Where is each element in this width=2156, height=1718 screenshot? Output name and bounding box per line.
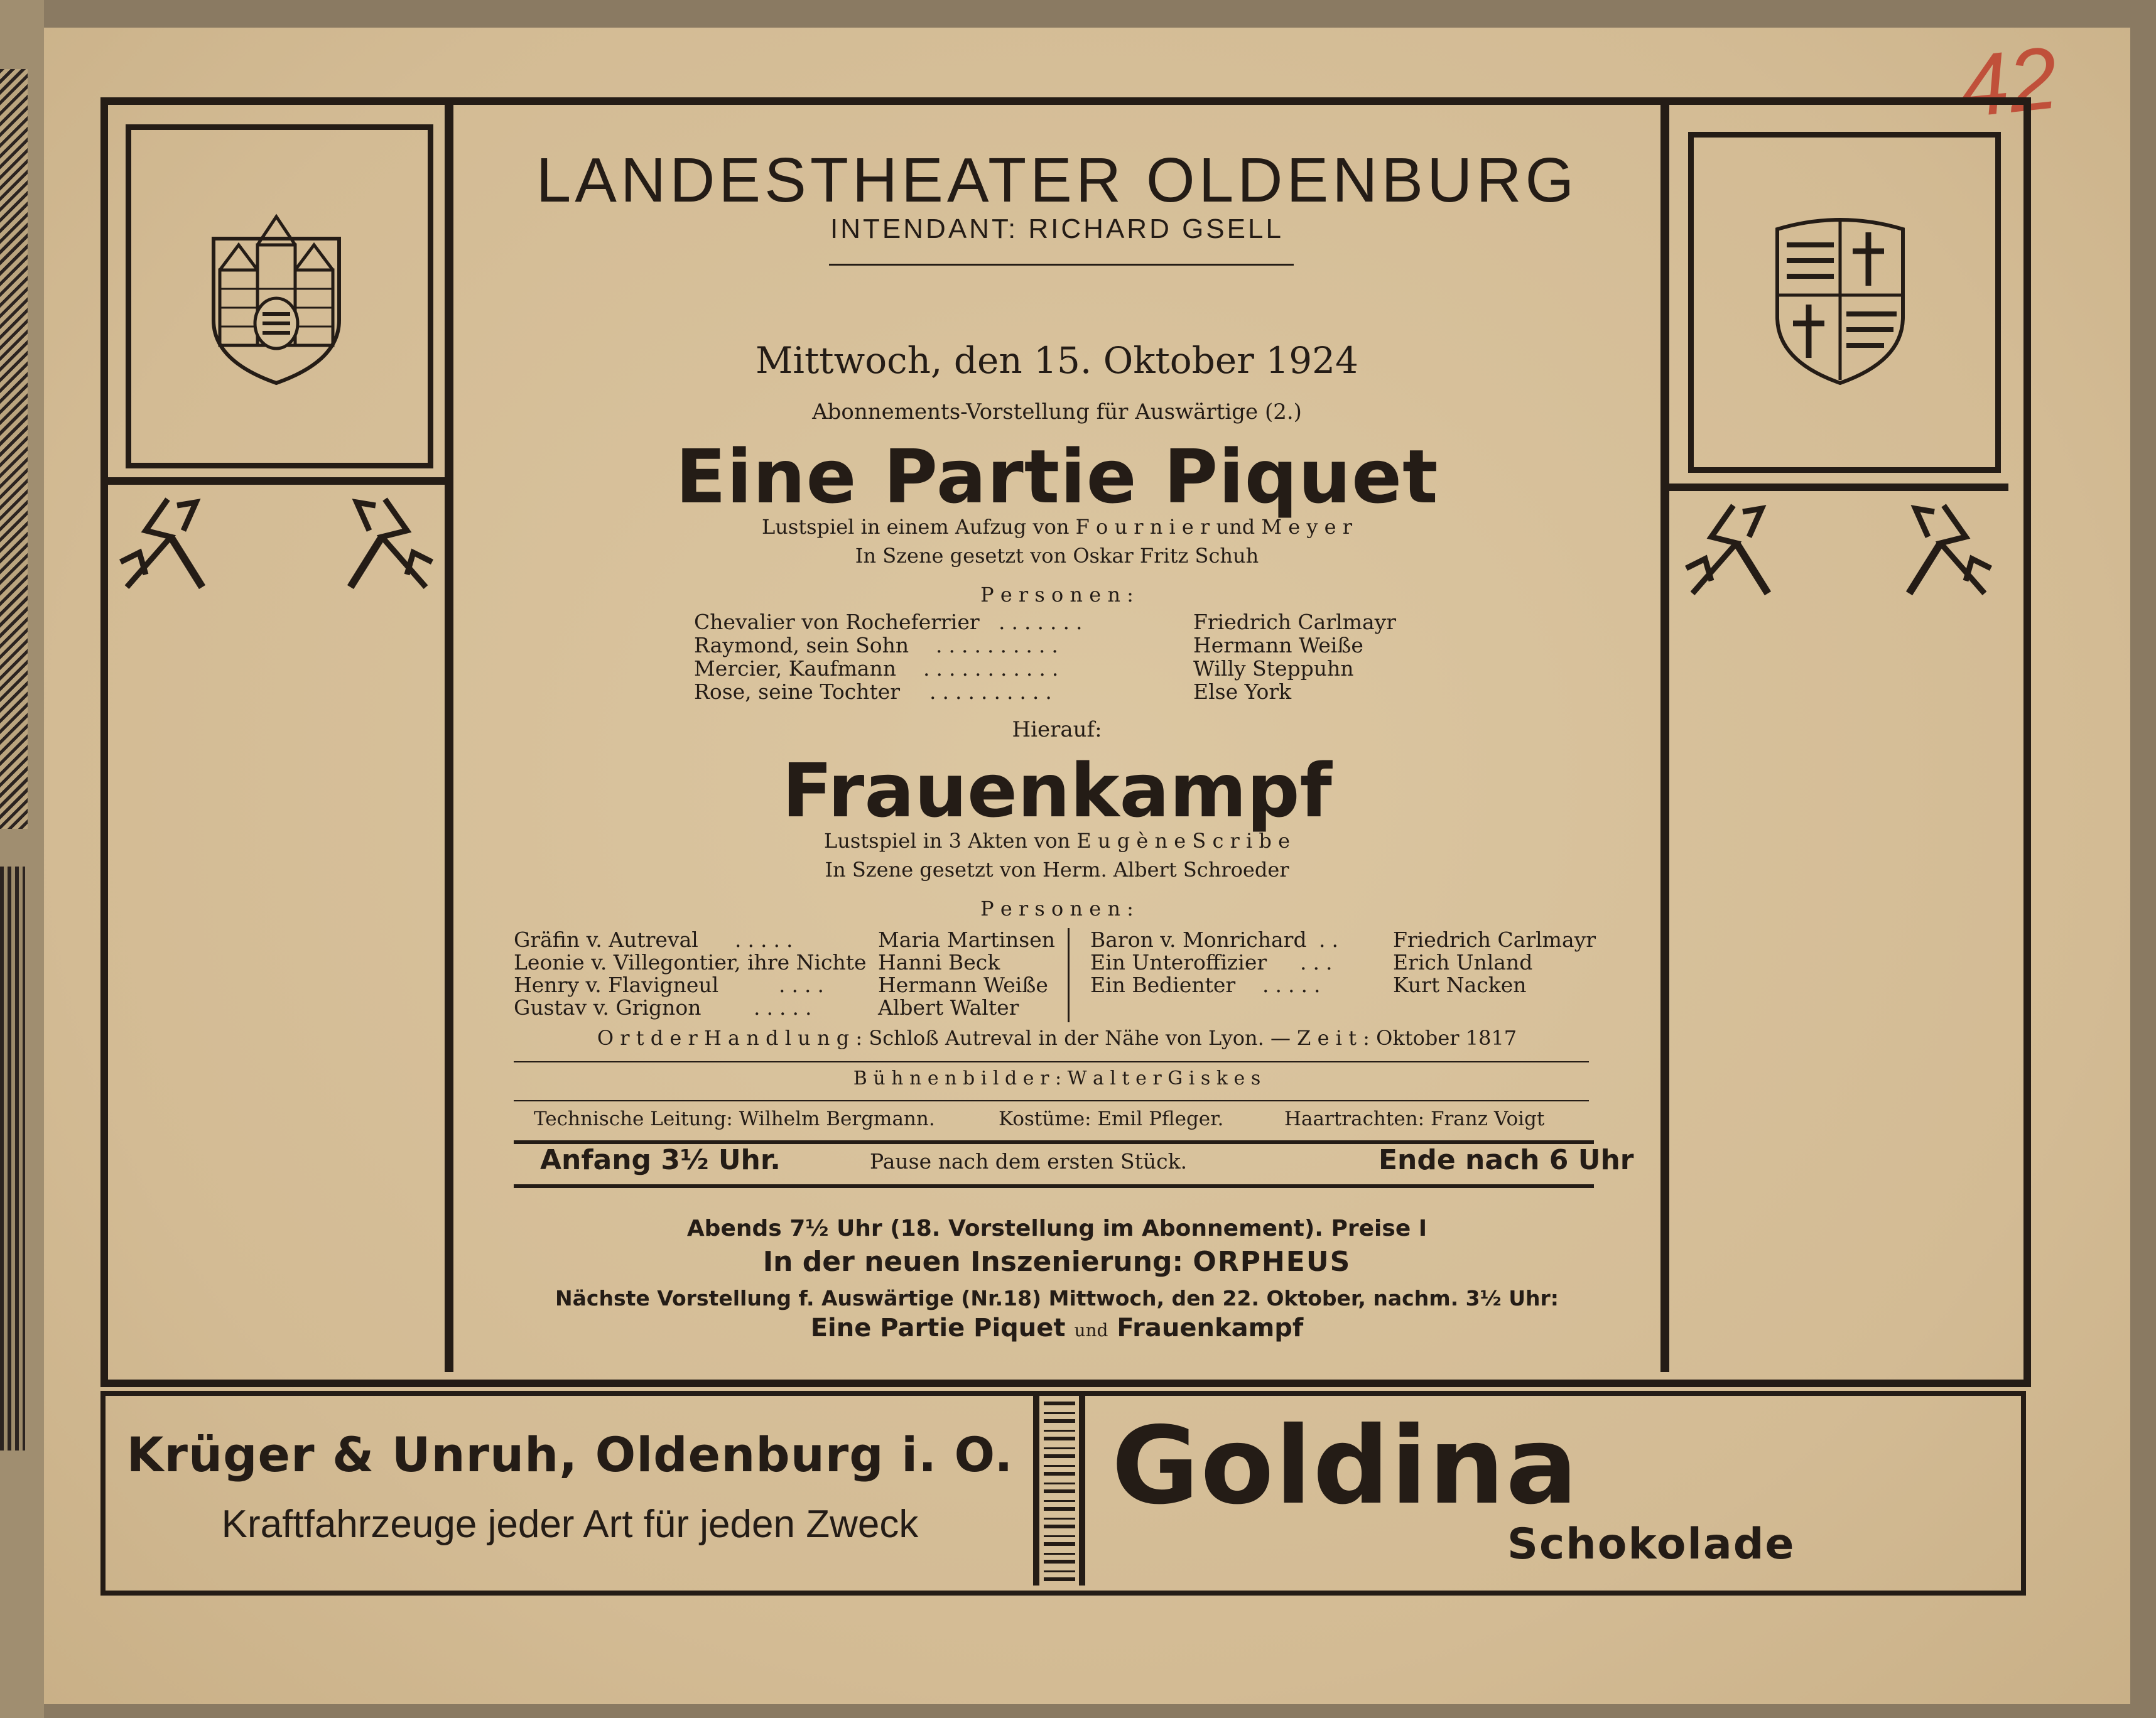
castle-crest-icon [201,201,352,389]
play2-cast-actor: Erich Unland [1393,950,1533,975]
play2-cast-actor: Kurt Nacken [1393,973,1527,997]
play1-title: Eine Partie Piquet [675,433,1439,520]
play2-subtitle: Lustspiel in 3 Akten von E u g è n e S c r i b e [824,829,1290,853]
play1-cast-role: Rose, seine Tochter [694,679,901,704]
play2-cast-role: Leonie v. Villegontier, ihre Nichte [514,950,867,975]
lightning-bolt-icon [1903,499,2003,606]
dot-leader: ..... [1262,973,1327,997]
play2-cast-actor: Maria Martinsen [878,927,1055,952]
evening-line4 [453,1314,1660,1343]
dot-leader: .. [1319,927,1345,952]
evening-line4-play2: Frauenkampf [1117,1314,1304,1343]
dot-leader: ... [1300,950,1339,975]
cross-shield-crest-icon [1768,210,1912,386]
theater-name: LANDESTHEATER OLDENBURG [536,145,1578,215]
hair-credit: Haartrachten: Franz Voigt [1284,1108,1545,1130]
play2-cast-actor: Albert Walter [878,995,1019,1020]
play1-cast-role: Mercier, Kaufmann [694,656,897,681]
play1-cast-actor: Friedrich Carlmayr [1193,610,1397,634]
evening-line2-prefix: In der neuen Inszenierung: [762,1246,1184,1278]
ad-slogan: Kraftfahrzeuge jeder Art für jeden Zweck [221,1503,919,1546]
dot-leader: .......... [936,633,1064,657]
spine-hatching [0,69,28,829]
play2-cast-role: Baron v. Monrichard [1090,927,1307,952]
evening-line3: Nächste Vorstellung f. Auswärtige (Nr.18) Mittwoch, den 22. Oktober, nachm. 3½ Uhr: [555,1286,1559,1310]
ad-divider-left [1033,1396,1039,1586]
play2-cast-role: Ein Unteroffizier [1090,950,1267,975]
play2-cast-actor: Friedrich Carlmayr [1393,927,1596,952]
play2-cast-actor: Hermann Weiße [878,973,1048,997]
header-rule [829,264,1294,266]
lightning-bolt-icon [108,493,209,600]
play2-cast-actor: Hanni Beck [878,950,1000,975]
times-rule-bottom [514,1184,1594,1188]
play1-subtitle: Lustspiel in einem Aufzug von F o u r n i e r und M e y e r [761,515,1353,539]
hierauf-label: Hierauf: [1012,717,1102,742]
evening-line1: Abends 7½ Uhr (18. Vorstellung im Abonnement). Preise I [686,1216,1427,1241]
play1-cast-actor: Else York [1193,679,1292,704]
play1-cast-actor: Hermann Weiße [1193,633,1363,657]
credits-rule-mid [514,1100,1589,1101]
play2-cast-role: Gräfin v. Autreval [514,927,698,952]
page-number: 42 [1954,28,2062,136]
play2-setting: O r t d e r H a n d l u n g : Schloß Autreval in der Nähe von Lyon. — Z e i t : Oktober 1817 [597,1026,1517,1050]
intendant: INTENDANT: RICHARD GSELL [830,213,1284,244]
ad-product: Schokolade [1507,1520,1796,1569]
dot-leader: ..... [754,995,818,1020]
performance-date: Mittwoch, den 15. Oktober 1924 [756,339,1358,382]
evening-line2-title: ORPHEUS [1193,1246,1352,1278]
play2-director: In Szene gesetzt von Herm. Albert Schroeder [825,858,1289,882]
pause-note: Pause nach dem ersten Stück. [870,1149,1188,1174]
technical-credit: Technische Leitung: Wilhelm Bergmann. [534,1108,935,1130]
evening-line4-play1: Eine Partie Piquet [810,1314,1066,1343]
lightning-bolt-icon [1674,499,1774,606]
spine-band [0,867,25,1451]
play2-cast-role: Henry v. Flavigneul [514,973,719,997]
play2-persons-label: P e r s o n e n : [980,897,1134,921]
cast-column-divider [1068,928,1070,1022]
play2-cast-role: Ein Bedienter [1090,973,1236,997]
evening-line2 [453,1246,1660,1278]
ad-brand: Goldina [1112,1404,1579,1528]
dot-leader: ....... [999,610,1089,634]
play1-director: In Szene gesetzt von Oskar Fritz Schuh [855,544,1259,568]
left-panel-divider [445,104,453,1372]
ad-company: Krüger & Unruh, Oldenburg i. O. [126,1427,1014,1483]
play1-cast-role: Raymond, sein Sohn [694,633,909,657]
dot-leader: ........... [923,656,1065,681]
start-time: Anfang 3½ Uhr. [540,1144,781,1176]
ornament-strip [1044,1400,1075,1581]
play2-cast-role: Gustav v. Grignon [514,995,702,1020]
left-panel-hrule [108,477,445,485]
play1-cast-actor: Willy Steppuhn [1193,656,1354,681]
dot-leader: .......... [929,679,1058,704]
play2-title: Frauenkampf [782,747,1332,834]
credits-rule-top [514,1061,1589,1062]
end-time: Ende nach 6 Uhr [1379,1144,1634,1176]
costumes-credit: Kostüme: Emil Pfleger. [999,1108,1224,1130]
right-panel-divider [1660,104,1669,1372]
performance-type: Abonnements-Vorstellung für Auswärtige (2.) [812,399,1302,424]
lightning-bolt-icon [344,493,445,600]
play1-cast-role: Chevalier von Rocheferrier [694,610,980,634]
dot-leader: .... [779,973,830,997]
ad-divider-right [1079,1396,1085,1586]
right-panel-hrule [1669,484,2008,491]
dot-leader: ..... [735,927,799,952]
evening-line4-und: und [1074,1320,1108,1341]
stage-design-credit: B ü h n e n b i l d e r : W a l t e r G i s k e s [853,1067,1261,1089]
play1-persons-label: P e r s o n e n : [980,583,1134,607]
